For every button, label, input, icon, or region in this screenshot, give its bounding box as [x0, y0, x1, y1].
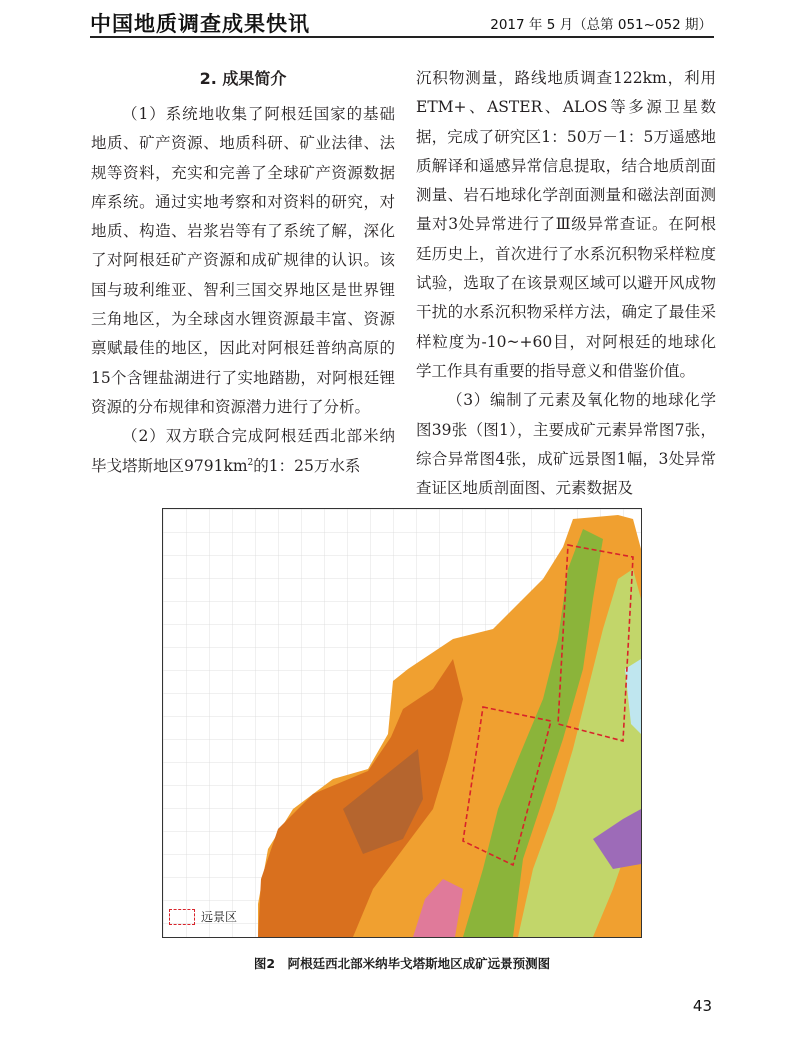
prospect-legend-label: 远景区: [201, 910, 238, 924]
paragraph-3: （3）编制了元素及氧化物的地球化学图39张（图1），主要成矿元素异常图7张，综合异常图4张，成矿远景图1幅，3处异常查证区地质剖面图、元素数据及: [416, 391, 716, 498]
prospect-map-figure: [162, 508, 642, 938]
header-divider: [90, 36, 714, 38]
page-number: 43: [692, 997, 712, 1015]
paragraph-2-text-a: （2）双方联合完成阿根廷西北部米纳毕戈塔斯地区9791km: [91, 427, 395, 475]
section-heading: 2. 成果简介: [199, 69, 287, 88]
paragraph-2-start: [91, 422, 395, 481]
prospect-legend-swatch: [169, 909, 195, 925]
journal-title: 中国地质调查成果快讯: [90, 11, 310, 36]
paragraph-2-text-b: 的1：25万水系: [253, 456, 361, 475]
paragraph-2-continued: 沉积物测量，路线地质调查122km，利用ETM+、ASTER、ALOS等多源卫星数据，完成了研究区1：50万－1：5万遥感地质解译和遥感异常信息提取，结合地质剖面测量、岩石地球化学剖面测量和磁法剖面测量对3处异常进行了Ⅲ级异常查证。在阿根廷历史上，首次进行了水系沉积物采样粒度试验，选取了在该景观区域可以避开风成物干扰的水系沉积物采样方法，确定了最佳采样粒度为-10~+60目，对阿根廷的地球化学工作具有重要的指导意义和借鉴价值。: [416, 69, 716, 380]
issue-info: 2017 年 5 月（总第 051~052 期）: [490, 17, 712, 33]
figure-caption: 图2 阿根廷西北部米纳毕戈塔斯地区成矿远景预测图: [253, 956, 551, 971]
left-column: [91, 64, 395, 481]
superscript-2: 2: [247, 457, 254, 468]
map-legend: [169, 908, 237, 925]
paragraph-1: （1）系统地收集了阿根廷国家的基础地质、矿产资源、地质科研、矿业法律、法规等资料，充实和完善了全球矿产资源数据库系统。通过实地考察和对资料的研究，对地质、构造、岩浆岩等有了系统了解，深化了对阿根廷矿产资源和成矿规律的认识。该国与玻利维亚、智利三国交界地区是世界锂三角地区，为全球卤水锂资源最丰富、资源禀赋最佳的地区，因此对阿根廷普纳高原的15个含锂盐湖进行了实地踏勘，对阿根廷锂资源的分布规律和资源潜力进行了分析。: [91, 105, 395, 416]
right-column: [416, 64, 716, 503]
geologic-map: [163, 509, 641, 937]
